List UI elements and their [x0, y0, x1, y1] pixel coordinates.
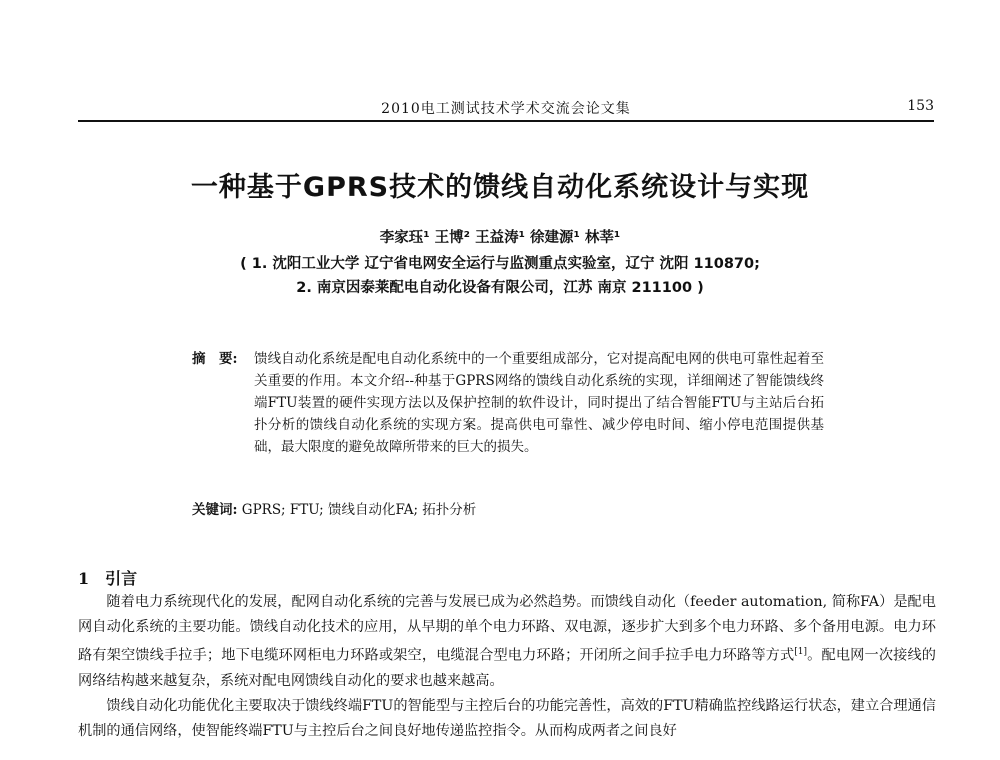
- paragraph-1-text-a: 随着电力系统现代化的发展，配网自动化系统的完善与发展已成为必然趋势。而馈线自动化（feeder automation, 简称FA）是配电网自动化系统的主要功能。馈线自动化技术的应用，从早期的单个电力环路、双电源，逐步扩大到多个电力环路、多个备用电源。电力环路有架空馈线手拉手；地下电缆环网柜电力环路或架空，电缆混合型电力环路；开闭所之间手拉手电力环路等方式: [78, 594, 936, 664]
- running-header: [78, 98, 934, 122]
- page-number: 153: [907, 98, 934, 114]
- affiliation-1: ( 1. 沈阳工业大学 辽宁省电网安全运行与监测重点实验室，辽宁 沈阳 110870;: [240, 256, 760, 272]
- affiliation-2: 2. 南京因泰莱配电自动化设备有限公司，江苏 南京 211100 ): [296, 280, 704, 296]
- paragraph-2: 馈线自动化功能优化主要取决于馈线终端FTU的智能型与主控后台的功能完善性，高效的FTU精确监控线路运行状态，建立合理通信机制的通信网络，使智能终端FTU与主控后台之间良好地传递监控指令。从而构成两者之间良好: [78, 697, 936, 739]
- abstract-label: 摘 要:: [192, 351, 238, 367]
- abstract-text: 馈线自动化系统是配电自动化系统中的一个重要组成部分，它对提高配电网的供电可靠性起着至关重要的作用。本文介绍--种基于GPRS网络的馈线自动化系统的实现，详细阐述了智能馈线终端FTU装置的硬件实现方法以及保护控制的软件设计，同时提出了结合智能FTU与主站后台拓扑分析的馈线自动化系统的实现方案。提高供电可靠性、减少停电时间、缩小停电范围提供基础，最大限度的避免故障所带来的巨大的损失。: [254, 351, 824, 455]
- author-list: 李家珏¹ 王博² 王益涛¹ 徐建源¹ 林莘¹: [379, 230, 621, 246]
- paragraph-1: [78, 590, 936, 694]
- journal-title: 2010电工测试技术学术交流会论文集: [381, 101, 631, 117]
- paragraph-1-text-b: 。配电网一次接线的网络结构越来越复杂，系统对配电网馈线自动化的要求也越来越高。: [78, 647, 936, 689]
- keywords-label: 关键词:: [192, 502, 238, 518]
- keywords: [192, 498, 824, 518]
- paper-title: 一种基于GPRS技术的馈线自动化系统设计与实现: [190, 172, 810, 203]
- keywords-text: GPRS; FTU; 馈线自动化FA; 拓扑分析: [241, 502, 477, 518]
- citation-ref[interactable]: [1]: [794, 647, 808, 657]
- section-body: [78, 590, 936, 744]
- abstract: [192, 348, 824, 458]
- section-heading: 1 引言: [78, 569, 138, 588]
